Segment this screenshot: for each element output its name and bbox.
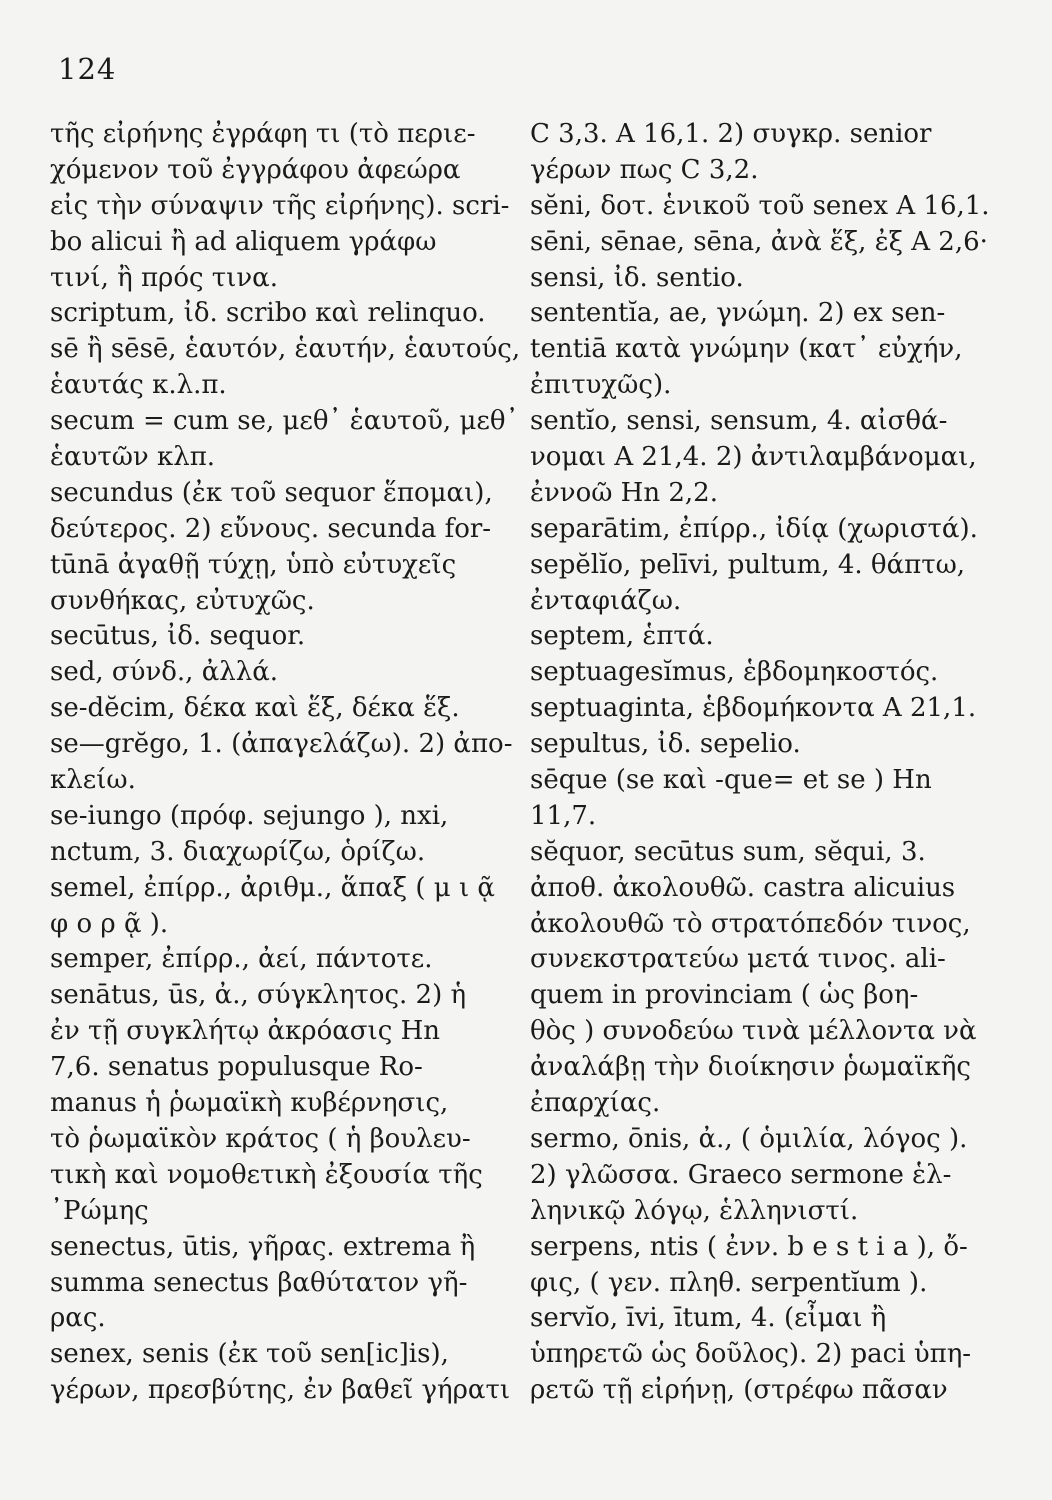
left-column	[50, 117, 521, 1409]
text-line: ἀκολουθῶ τὸ στρατόπεδόν τινος,	[530, 908, 971, 939]
text-line: sēque (se καὶ -que= et se ) Hn	[530, 765, 932, 796]
text-line: φ ο ρ ᾷ ).	[50, 908, 169, 939]
text-line: 2) γλῶσσα. Graeco sermone ἑλ-	[530, 1159, 952, 1190]
text-line: nctum, 3. διαχωρίζω, ὁρίζω.	[50, 836, 426, 867]
page-number: 124	[58, 52, 117, 86]
text-line: συνθήκας, εὐτυχῶς.	[50, 585, 315, 616]
text-line: ληνικῷ λόγῳ, ἑλληνιστί.	[530, 1195, 859, 1226]
text-line: ἐνταφιάζω.	[530, 585, 682, 616]
text-line: τὸ ῥωμαϊκὸν κράτος ( ἡ βουλευ-	[50, 1123, 471, 1154]
text-line: semel, ἐπίρρ., ἀριθμ., ἅπαξ ( μ ι ᾷ	[50, 872, 495, 903]
text-line: semper, ἐπίρρ., ἀεί, πάντοτε.	[50, 944, 433, 975]
text-line: servĭo, īvi, ītum, 4. (εἶμαι ἢ	[530, 1303, 887, 1334]
text-line: γέρων πως C 3,2.	[530, 154, 759, 185]
text-line: ᾿Ρώμης	[50, 1195, 149, 1226]
right-column	[530, 117, 990, 1409]
text-line: secūtus, ἰδ. sequor.	[50, 621, 306, 652]
text-line: senex, senis (ἐκ τοῦ sen[ic]is),	[50, 1339, 449, 1370]
text-line: tūnā ἀγαθῇ τύχῃ, ὑπὸ εὐτυχεῖς	[50, 549, 457, 580]
text-line: ἐννοῶ Hn 2,2.	[530, 477, 718, 508]
text-line: bo alicui ἢ ad aliquem γράφω	[50, 226, 437, 257]
text-line: C 3,3. A 16,1. 2) συγκρ. senior	[530, 119, 932, 149]
text-line: ἑαυτῶν κλπ.	[50, 442, 216, 473]
text-line: se-iungo (πρόφ. sejungo ), nxi,	[50, 800, 449, 831]
text-line: sĕni, δοτ. ἑνικοῦ τοῦ senex A 16,1.	[530, 190, 990, 221]
text-line: θὸς ) συνοδεύω τινὰ μέλλοντα νὰ	[530, 1016, 977, 1047]
text-line: κλείω.	[50, 765, 136, 796]
text-line: sententĭa, ae, γνώμη. 2) ex sen-	[530, 298, 946, 329]
text-line: ἐπαρχίας.	[530, 1088, 661, 1119]
text-line: συνεκστρατεύω μετά τινος. ali-	[530, 944, 946, 975]
text-line: ἐπιτυχῶς).	[530, 370, 672, 401]
text-line: ἀναλάβῃ τὴν διοίκησιν ῥωμαϊκῆς	[530, 1052, 971, 1083]
text-line: ἑαυτάς κ.λ.π.	[50, 370, 227, 401]
text-line: γέρων, πρεσβύτης, ἐν βαθεῖ γήρατι	[50, 1375, 511, 1406]
text-line: serpens, ntis ( ἐνν. b e s t i a ), ὄ-	[530, 1231, 968, 1262]
text-line: τικὴ καὶ νομοθετικὴ ἐξουσία τῆς	[50, 1159, 483, 1190]
text-line: φις, ( γεν. πληθ. serpentĭum ).	[530, 1267, 928, 1298]
text-line: secundus (ἐκ τοῦ sequor ἕπομαι),	[50, 477, 493, 508]
text-line: ρετῶ τῇ εἰρήνῃ, (στρέφω πᾶσαν	[530, 1375, 948, 1406]
text-line: tentiā κατὰ γνώμην (κατ᾿ εὐχήν,	[530, 334, 963, 365]
text-line: septem, ἑπτά.	[530, 621, 714, 652]
text-line: se-dĕcim, δέκα καὶ ἕξ, δέκα ἕξ.	[50, 693, 460, 724]
text-line: sed, σύνδ., ἀλλά.	[50, 657, 279, 688]
text-line: sēni, sēnae, sēna, ἀνὰ ἕξ, ἐξ A 2,6·	[530, 226, 988, 257]
text-line: ἀποθ. ἀκολουθῶ. castra alicuius	[530, 872, 956, 903]
text-line: 7,6. senatus populusque Ro-	[50, 1052, 423, 1083]
text-line: ὑπηρετῶ ὡς δοῦλος). 2) paci ὑπη-	[530, 1339, 972, 1370]
text-line: sentĭo, sensi, sensum, 4. αἰσθά-	[530, 406, 948, 437]
text-line: septuaginta, ἑβδομήκοντα A 21,1.	[530, 693, 977, 724]
text-line: se—grĕgo, 1. (ἀπαγελάζω). 2) ἀπο-	[50, 729, 513, 760]
text-line: summa senectus βαθύτατον γῆ-	[50, 1267, 468, 1298]
text-line: sepĕlĭo, pelīvi, pultum, 4. θάπτω,	[530, 549, 966, 580]
text-line: sensi, ἰδ. sentio.	[530, 262, 744, 293]
text-line: senātus, ūs, ἀ., σύγκλητος. 2) ἡ	[50, 980, 467, 1011]
text-line: sĕquor, secūtus sum, sĕqui, 3.	[530, 836, 926, 867]
text-line: sermo, ōnis, ἀ., ( ὁμιλία, λόγος ).	[530, 1123, 968, 1154]
text-line: separātim, ἐπίρρ., ἰδίᾳ (χωριστά).	[530, 513, 978, 544]
text-line: septuagesĭmus, ἑβδομηκοστός.	[530, 657, 939, 688]
text-line: δεύτερος. 2) εὔνους. secunda for-	[50, 513, 492, 544]
text-line: manus ἡ ῥωμαϊκὴ κυβέρνησις,	[50, 1088, 449, 1119]
text-line: χόμενον τοῦ ἐγγράφου ἀφεώρα	[50, 154, 461, 185]
text-line: sē ἢ sēsē, ἑαυτόν, ἑαυτήν, ἑαυτούς,	[50, 334, 521, 365]
text-line: secum = cum se, μεθ᾿ ἑαυτοῦ, μεθ᾿	[50, 406, 519, 437]
text-line: sepultus, ἰδ. sepelio.	[530, 729, 801, 760]
text-line: 11,7.	[530, 800, 597, 831]
text-line: ρας.	[50, 1303, 106, 1334]
text-line: νομαι A 21,4. 2) ἀντιλαμβάνομαι,	[530, 442, 977, 473]
text-line: τινί, ἢ πρός τινα.	[50, 262, 279, 293]
text-line: τῆς εἰρήνης ἐγράφη τι (τὸ περιε-	[50, 119, 476, 149]
text-line: εἰς τὴν σύναψιν τῆς εἰρήνης). scri-	[50, 190, 510, 221]
text-line: senectus, ūtis, γῆρας. extrema ἢ	[50, 1231, 476, 1262]
text-line: quem in provinciam ( ὡς βοη-	[530, 980, 919, 1011]
text-line: scriptum, ἰδ. scribo καὶ relinquo.	[50, 298, 486, 329]
text-line: ἐν τῇ συγκλήτῳ ἀκρόασις Hn	[50, 1016, 440, 1047]
